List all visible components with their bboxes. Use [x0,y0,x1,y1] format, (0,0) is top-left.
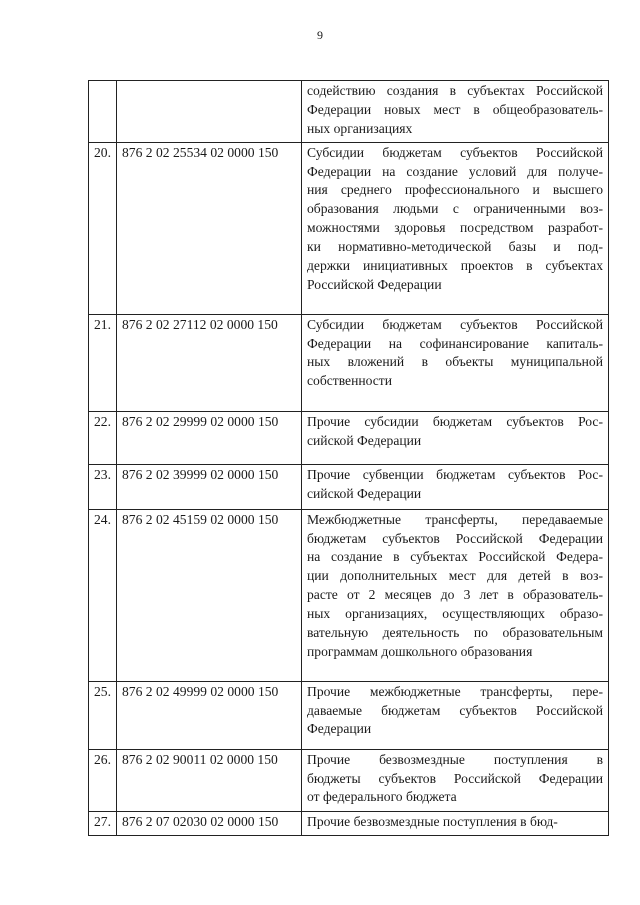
description-line: вательную деятельность по образовательным [307,625,603,641]
description-line: ния среднего профессионального и высшего [307,182,603,198]
income-description [302,509,609,681]
table-row [89,811,609,835]
description-line: программам дошкольного образования [307,643,533,659]
budget-code: 876 2 02 27112 02 0000 150 [117,314,302,411]
description-line: Федерации на софинансирование капиталь- [307,335,603,351]
description-line: Федерации [307,721,372,737]
table-row [89,681,609,749]
description-line: ции дополнительных мест для детей в воз- [307,568,603,584]
description-line: сийской Федерации [307,432,422,448]
description-line: ки нормативно-методической базы и под- [307,239,603,255]
budget-code: 876 2 02 25534 02 0000 150 [117,142,302,314]
description-line: Федерации на создание условий для получе- [307,163,603,179]
budget-code: 876 2 02 39999 02 0000 150 [117,464,302,509]
income-description [302,749,609,811]
income-description [302,681,609,749]
table-row [89,509,609,681]
description-line: ных организациях, осуществляющих образо- [307,606,603,622]
description-line: расте от 2 месяцев до 3 лет в образователь- [307,587,603,603]
description-line: Федерации новых мест в общеобразователь- [307,101,603,117]
row-number: 24. [89,509,117,681]
description-line: бюджеты субъектов Российской Федерации [307,770,603,786]
budget-table [88,80,609,836]
description-line: можностями здоровья посредством разработ- [307,220,603,236]
description-line: от федерального бюджета [307,789,457,805]
description-line: Прочие межбюджетные трансферты, пере- [307,683,603,699]
income-description [302,314,609,411]
table-row [89,314,609,411]
row-number: 21. [89,314,117,411]
description-line: Прочие субвенции бюджетам субъектов Рос- [307,466,603,482]
income-description [302,411,609,464]
row-number: 27. [89,811,117,835]
budget-code: 876 2 02 90011 02 0000 150 [117,749,302,811]
page-number: 9 [317,28,323,42]
table-row [89,142,609,314]
description-line: бюджетам субъектов Российской Федерации [307,530,603,546]
description-line: Прочие безвозмездные поступления в бюд- [307,813,558,829]
description-line: Российской Федерации [307,276,442,292]
description-line: даваемые бюджетам субъектов Российской [307,702,603,718]
description-line: Субсидии бюджетам субъектов Российской [307,144,603,160]
income-description [302,142,609,314]
row-number: 23. [89,464,117,509]
row-number [89,81,117,143]
description-line: Прочие безвозмездные поступления в [307,751,603,767]
table-row [89,749,609,811]
description-line: ных организациях [307,120,413,136]
budget-code: 876 2 07 02030 02 0000 150 [117,811,302,835]
description-line: Прочие субсидии бюджетам субъектов Рос- [307,413,603,429]
description-line: держки инициативных проектов в субъектах [307,258,603,274]
description-line: образования людьми с ограниченными воз- [307,201,603,217]
table-row [89,464,609,509]
budget-code: 876 2 02 29999 02 0000 150 [117,411,302,464]
budget-code: 876 2 02 49999 02 0000 150 [117,681,302,749]
description-line: на создание в субъектах Российской Федера- [307,549,603,565]
income-description [302,811,609,835]
description-line: собственности [307,373,393,389]
table-row [89,81,609,143]
description-line: Субсидии бюджетам субъектов Российской [307,316,603,332]
row-number: 22. [89,411,117,464]
table-row [89,411,609,464]
income-description [302,464,609,509]
table-body [89,81,609,836]
row-number: 25. [89,681,117,749]
description-line: сийской Федерации [307,485,422,501]
income-description [302,81,609,143]
description-line: содействию создания в субъектах Российской [307,83,603,98]
row-number: 26. [89,749,117,811]
description-line: ных вложений в объекты муниципальной [307,354,603,370]
budget-code: 876 2 02 45159 02 0000 150 [117,509,302,681]
budget-code [117,81,302,143]
row-number: 20. [89,142,117,314]
description-line: Межбюджетные трансферты, передаваемые [307,511,603,527]
